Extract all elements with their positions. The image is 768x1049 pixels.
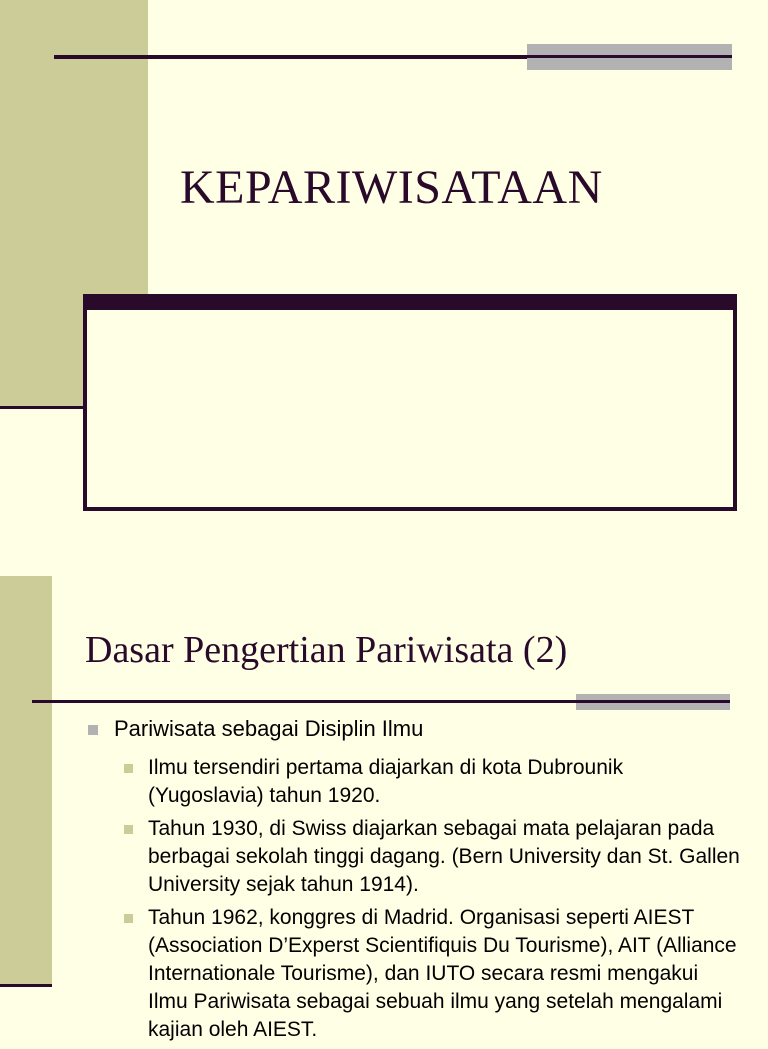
slide2-gray-accent-bar xyxy=(576,694,730,710)
bullet-item xyxy=(88,716,423,742)
slide1-gray-accent-bar xyxy=(527,44,732,70)
slide1-subtitle-box xyxy=(83,294,737,511)
sub-bullet-item xyxy=(122,904,742,1044)
slide-2 xyxy=(0,576,768,1041)
sub-bullet-text: Tahun 1962, konggres di Madrid. Organisasi seperti AIEST (Association D’Experst Scientifiquis Du Tourisme), AIT (Alliance Internationale Tourisme), dan IUTO secara resmi mengakui Ilmu Pariwisata sebagai sebuah ilmu yang setelah mengalami kajian oleh AIEST. xyxy=(148,906,737,1041)
sub-bullet-text: Tahun 1930, di Swiss diajarkan sebagai mata pelajaran pada berbagai sekolah tinggi dagang. (Bern University dan St. Gallen University sejak tahun 1914). xyxy=(148,817,740,896)
sub-bullet-text: Ilmu tersendiri pertama diajarkan di kota Dubrounik (Yugoslavia) tahun 1920. xyxy=(148,756,624,807)
sub-bullet-list xyxy=(122,754,742,1049)
slide2-sidebar xyxy=(0,576,52,986)
slide2-title: Dasar Pengertian Pariwisata (2) xyxy=(85,629,568,671)
sub-bullet-item xyxy=(122,815,742,899)
small-square-bullet-icon xyxy=(124,764,133,773)
slide-gap xyxy=(0,540,768,576)
bullet-text: Pariwisata sebagai Disiplin Ilmu xyxy=(114,716,424,741)
slide1-side-rule xyxy=(0,406,86,409)
slide1-title: KEPARIWISATAAN xyxy=(180,161,603,214)
square-bullet-icon xyxy=(88,725,98,735)
slide2-side-rule xyxy=(0,984,52,987)
small-square-bullet-icon xyxy=(124,825,133,834)
small-square-bullet-icon xyxy=(124,914,133,923)
sub-bullet-item xyxy=(122,754,742,810)
